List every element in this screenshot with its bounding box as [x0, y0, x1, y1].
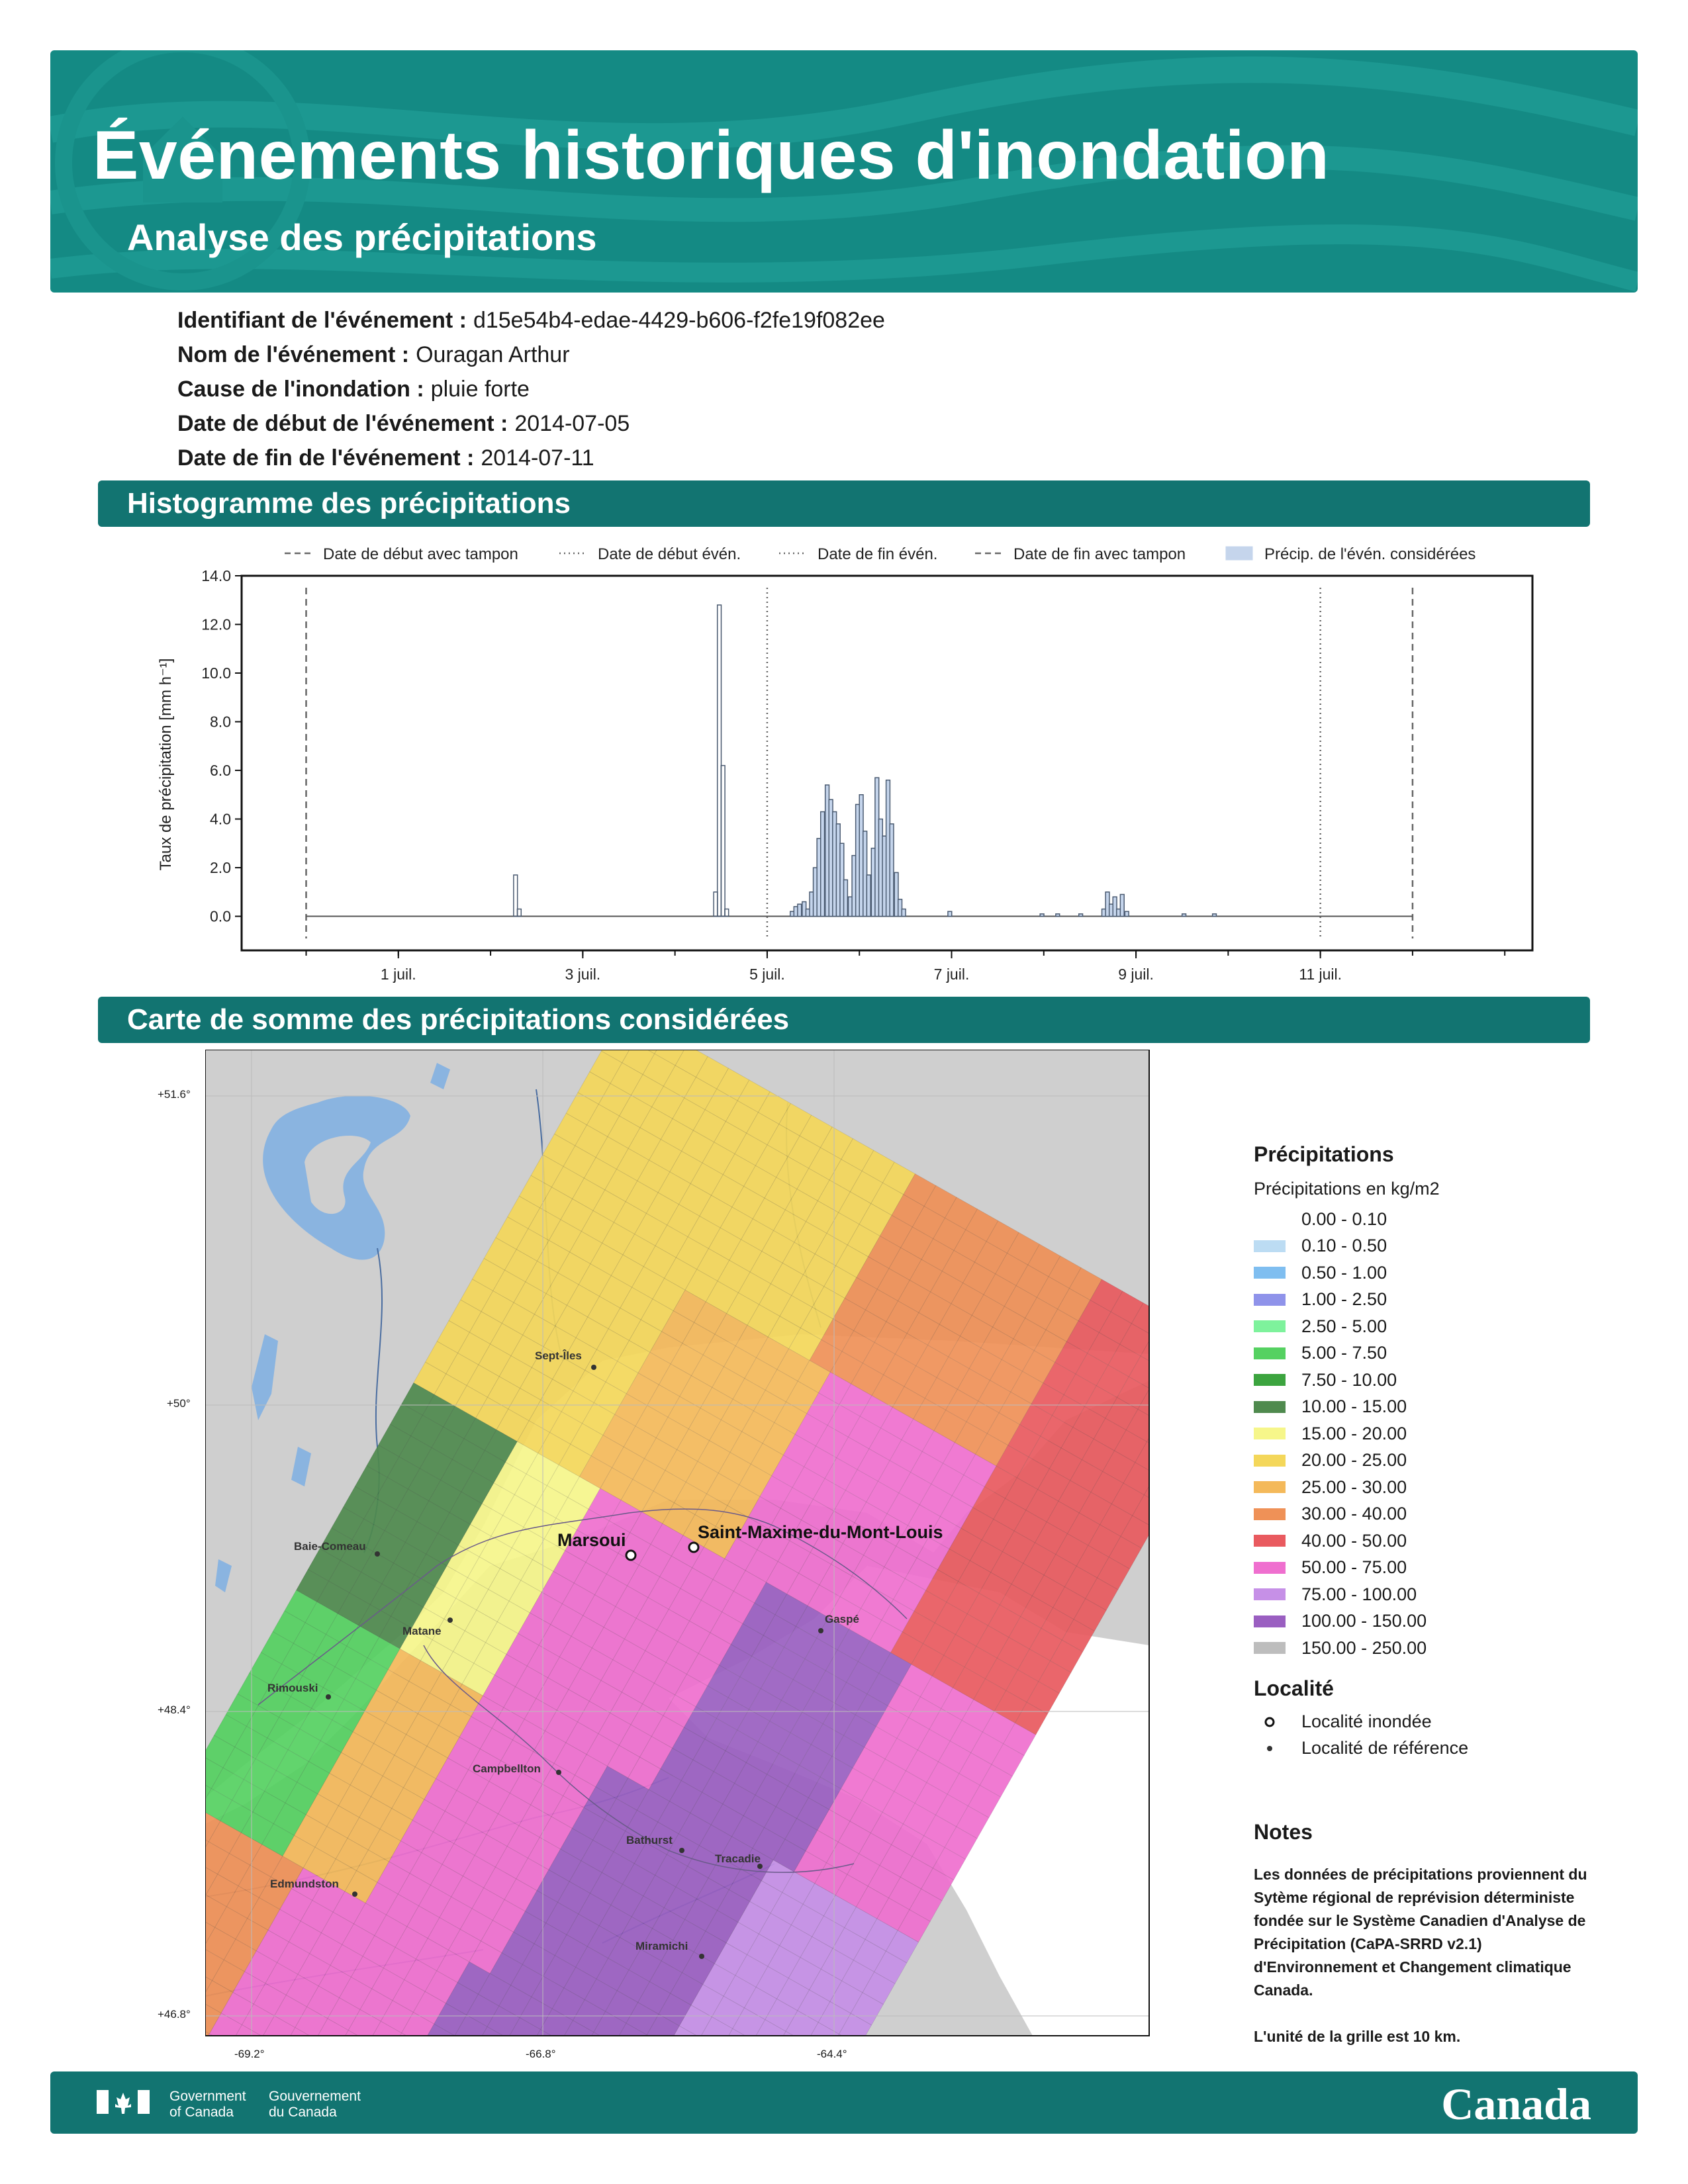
gov-fr-2: du Canada — [269, 2105, 337, 2120]
grid-cell — [741, 2040, 774, 2042]
y-tick-label: 8.0 — [210, 713, 231, 731]
legend-class-label: 0.50 - 1.00 — [1301, 1262, 1387, 1283]
grid-cell — [549, 2041, 582, 2042]
legend-class-label: 1.00 - 2.50 — [1301, 1289, 1387, 1310]
precip-bar — [948, 911, 952, 916]
gov-en-2: of Canada — [169, 2105, 234, 2120]
legend-swatch — [1254, 1588, 1286, 1600]
y-tick-label: 0.0 — [210, 907, 231, 925]
marker-gaspe — [818, 1628, 823, 1633]
histogram-section-title: Histogramme des précipitations — [98, 480, 1590, 527]
legend-class-item — [1254, 1608, 1468, 1635]
legend-class-item — [1254, 1635, 1468, 1662]
legend-event-end: Date de fin évén. — [818, 545, 938, 563]
legend-class-label: 0.00 - 0.10 — [1301, 1208, 1387, 1229]
legend-class-label: 0.10 - 0.50 — [1301, 1236, 1387, 1256]
marker-bathurst — [679, 1848, 684, 1853]
chart-legend — [285, 545, 1476, 563]
legend-swatch — [1254, 1535, 1286, 1547]
legend-class-label: 20.00 - 25.00 — [1301, 1450, 1407, 1471]
precip-bar — [1040, 914, 1044, 917]
legend-class-label: 75.00 - 100.00 — [1301, 1584, 1417, 1604]
legend-class-label: 40.00 - 50.00 — [1301, 1530, 1407, 1551]
label-edmundston: Edmundston — [270, 1878, 339, 1890]
event-id-row — [177, 303, 885, 338]
map-legend — [1254, 1142, 1468, 1762]
x-tick-label: 1 juil. — [380, 966, 416, 983]
legend-swatch — [1254, 1615, 1286, 1627]
legend-class-label: 10.00 - 15.00 — [1301, 1396, 1407, 1417]
legend-swatch — [1254, 1267, 1286, 1279]
event-name-label: Nom de l'événement : — [177, 342, 410, 367]
label-miramichi: Miramichi — [635, 1940, 688, 1952]
legend-class-label: 150.00 - 250.00 — [1301, 1637, 1427, 1658]
gov-en — [169, 2089, 246, 2120]
event-id-value: d15e54b4-edae-4429-b606-f2fe19f082ee — [473, 308, 885, 333]
gov-fr-1: Gouvernement — [269, 2089, 361, 2104]
precip-bar — [902, 909, 906, 917]
map-section-title: Carte de somme des précipitations considérées — [98, 997, 1590, 1043]
legend-class-item — [1254, 1394, 1468, 1421]
legend-classes — [1254, 1206, 1468, 1662]
legend-class-item — [1254, 1233, 1468, 1260]
lon-label-1: -69.2° — [234, 2048, 265, 2060]
event-start-label: Date de début de l'événement : — [177, 411, 508, 436]
gov-fr — [269, 2089, 361, 2120]
page-title: Événements historiques d'inondation — [93, 117, 1330, 194]
notes-title: Notes — [1254, 1820, 1313, 1844]
event-cause-value: pluie forte — [430, 377, 530, 402]
x-tick-label: 5 juil. — [749, 966, 785, 983]
x-axis — [306, 950, 1505, 983]
legend-class-item — [1254, 1501, 1468, 1528]
marker-baie-comeau — [375, 1551, 380, 1557]
page-footer — [50, 2071, 1638, 2134]
event-start-row — [177, 406, 885, 441]
legend-swatch — [1254, 1508, 1286, 1520]
grid-cell — [443, 2036, 475, 2042]
legend-class-item — [1254, 1287, 1468, 1314]
grid-cell — [251, 2036, 283, 2042]
precip-bar — [1213, 914, 1217, 917]
flooded-marker-icon — [1254, 1716, 1286, 1728]
precip-bar — [890, 824, 894, 917]
page-subtitle: Analyse des précipitations — [127, 216, 597, 258]
event-cause-row — [177, 372, 885, 406]
marker-rimouski — [326, 1694, 331, 1700]
grid-cell — [1152, 1314, 1156, 1347]
precipitation-map — [158, 1050, 1156, 2060]
legend-class-item — [1254, 1420, 1468, 1447]
legend-swatch — [1254, 1455, 1286, 1467]
notes-block — [1254, 1820, 1598, 2048]
legend-swatch — [1254, 1642, 1286, 1654]
legend-title: Précipitations — [1254, 1142, 1394, 1166]
legend-swatch — [1254, 1213, 1286, 1225]
marker-sept-iles — [591, 1365, 596, 1370]
label-gaspe: Gaspé — [825, 1613, 859, 1625]
lon-label-2: -66.8° — [526, 2048, 556, 2060]
event-cause-label: Cause de l'inondation : — [177, 377, 424, 402]
legend-event-precip: Précip. de l'évén. considérées — [1264, 545, 1476, 563]
precip-bar — [844, 880, 848, 916]
x-tick-label: 9 juil. — [1118, 966, 1154, 983]
legend-reference-label: Localité de référence — [1301, 1738, 1469, 1758]
event-metadata — [177, 303, 885, 475]
legend-class-item — [1254, 1206, 1468, 1233]
marker-matane — [447, 1617, 453, 1623]
legend-class-item — [1254, 1527, 1468, 1555]
legend-class-item — [1254, 1581, 1468, 1608]
legend-class-label: 5.00 - 7.50 — [1301, 1343, 1387, 1363]
legend-flooded-label: Localité inondée — [1301, 1711, 1432, 1731]
label-tracadie: Tracadie — [715, 1852, 761, 1865]
y-axis-label: Taux de précipitation [mm h⁻¹] — [157, 658, 175, 871]
marker-campbellton — [556, 1770, 561, 1775]
x-tick-label: 7 juil. — [933, 966, 970, 983]
precip-bar — [798, 904, 802, 916]
legend-class-label: 100.00 - 150.00 — [1301, 1611, 1427, 1631]
legend-class-item — [1254, 1340, 1468, 1367]
grid-cell — [1150, 1368, 1156, 1400]
y-tick-label: 2.0 — [210, 859, 231, 877]
legend-class-label: 2.50 - 5.00 — [1301, 1316, 1387, 1336]
y-tick-label: 6.0 — [210, 762, 231, 780]
notes-text-1: Les données de précipitations proviennent du Sytème régional de reprévision déterministe fondée sur le Système Canadien d'Analyse de Précipitation (CaPA-SRRD v2.1) d'Environnement et Changement climatique Canada. — [1254, 1866, 1587, 1999]
canada-wordmark: Canada — [1441, 2079, 1591, 2129]
label-marsoui: Marsoui — [557, 1530, 626, 1550]
y-tick-label: 14.0 — [201, 567, 231, 584]
map-canvas — [205, 1050, 1156, 2042]
label-baie-comeau: Baie-Comeau — [294, 1540, 366, 1553]
legend-swatch — [1254, 1240, 1286, 1252]
legend-reference — [1254, 1735, 1468, 1762]
legend-swatch — [1254, 1347, 1286, 1359]
y-tick-label: 12.0 — [201, 615, 231, 633]
precip-bar — [1120, 894, 1124, 916]
lat-label-2: +50° — [167, 1397, 191, 1410]
legend-class-item — [1254, 1367, 1468, 1394]
legend-class-item — [1254, 1447, 1468, 1475]
precip-bar — [867, 875, 870, 916]
lat-label-4: +46.8° — [158, 2008, 191, 2021]
precip-bar — [1079, 914, 1083, 917]
legend-buffer-start: Date de début avec tampon — [323, 545, 518, 563]
event-name-row — [177, 338, 885, 372]
marker-saint-maxime — [689, 1543, 698, 1552]
legend-class-label: 50.00 - 75.00 — [1301, 1557, 1407, 1578]
grid-cell — [304, 2039, 336, 2042]
grid-cell — [496, 2038, 529, 2042]
legend-class-item — [1254, 1474, 1468, 1501]
y-tick-label: 4.0 — [210, 810, 231, 828]
legend-class-label: 25.00 - 30.00 — [1301, 1477, 1407, 1497]
event-end-row — [177, 441, 885, 475]
gov-en-1: Government — [169, 2089, 246, 2104]
x-tick-label: 3 juil. — [565, 966, 601, 983]
precip-bar — [1182, 914, 1186, 917]
event-id-label: Identifiant de l'événement : — [177, 308, 467, 333]
lon-label-3: -64.4° — [817, 2048, 847, 2060]
x-tick-label: 11 juil. — [1299, 966, 1342, 983]
label-rimouski: Rimouski — [267, 1682, 318, 1694]
event-start-value: 2014-07-05 — [514, 411, 630, 436]
label-bathurst: Bathurst — [626, 1834, 673, 1846]
label-saint-maxime: Saint-Maxime-du-Mont-Louis — [698, 1522, 943, 1542]
marker-edmundston — [352, 1891, 357, 1897]
notes-text-2: L'unité de la grille est 10 km. — [1254, 2028, 1461, 2045]
label-campbellton: Campbellton — [473, 1762, 541, 1775]
lat-label-3: +48.4° — [158, 1704, 191, 1716]
precip-bar — [1125, 911, 1129, 916]
legend-class-label: 30.00 - 40.00 — [1301, 1504, 1407, 1524]
y-axis — [201, 567, 242, 925]
legend-swatch — [1254, 1320, 1286, 1332]
legend-class-label: 15.00 - 20.00 — [1301, 1423, 1407, 1443]
legend-locality-title: Localité — [1254, 1676, 1334, 1700]
precip-bar — [1056, 914, 1060, 917]
y-tick-label: 10.0 — [201, 664, 231, 682]
lat-label-1: +51.6° — [158, 1088, 191, 1101]
marker-miramichi — [699, 1954, 704, 1959]
legend-swatch — [1254, 1562, 1286, 1574]
legend-swatch — [1254, 1481, 1286, 1493]
legend-subtitle: Précipitations en kg/m2 — [1254, 1179, 1440, 1199]
marker-marsoui — [626, 1551, 635, 1560]
label-matane: Matane — [402, 1625, 442, 1637]
legend-swatch — [1254, 1374, 1286, 1386]
legend-swatch — [1254, 1401, 1286, 1413]
event-end-value: 2014-07-11 — [481, 445, 594, 471]
event-name-value: Ouragan Arthur — [416, 342, 570, 367]
legend-class-item — [1254, 1313, 1468, 1340]
legend-class-item — [1254, 1259, 1468, 1287]
grid-cell — [688, 2038, 721, 2042]
precipitation-histogram — [132, 529, 1556, 993]
canada-flag-icon — [97, 2087, 150, 2118]
legend-buffer-end: Date de fin avec tampon — [1013, 545, 1186, 563]
reference-marker-icon — [1254, 1743, 1286, 1754]
legend-class-label: 7.50 - 10.00 — [1301, 1369, 1397, 1390]
page-header — [50, 50, 1638, 293]
legend-swatch — [1254, 1294, 1286, 1306]
precip-bar — [821, 812, 825, 917]
event-end-label: Date de fin de l'événement : — [177, 445, 475, 471]
label-sept-iles: Sept-Îles — [535, 1349, 582, 1362]
legend-class-item — [1254, 1555, 1468, 1582]
legend-swatch — [1254, 1428, 1286, 1439]
legend-event-start: Date de début évén. — [598, 545, 741, 563]
legend-flooded — [1254, 1709, 1468, 1735]
